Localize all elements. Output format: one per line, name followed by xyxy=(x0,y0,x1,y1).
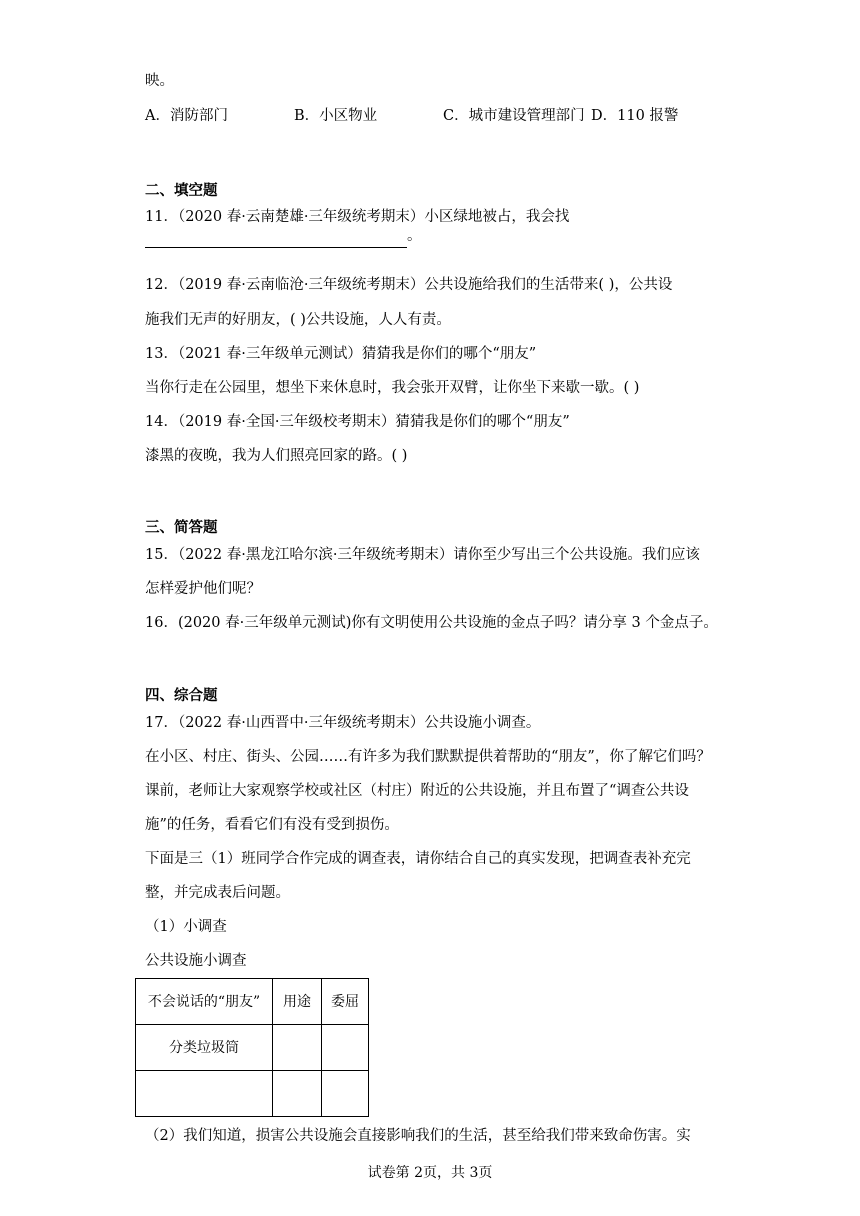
answer-blank-line xyxy=(145,227,407,248)
choice-b: B．小区物业 xyxy=(294,108,378,124)
page-footer: 试卷第 2页，共 3页 xyxy=(367,1165,493,1181)
table-header-cell: 委屈 xyxy=(322,979,369,1025)
table-cell xyxy=(322,1025,369,1071)
choice-c: C．城市建设管理部门 xyxy=(443,108,585,124)
survey-table-title: 公共设施小调查 xyxy=(145,953,247,969)
question-12-line-2: 施我们无声的好朋友，( )公共设施，人人有责。 xyxy=(145,312,451,328)
question-12-line-1: 12．（2019 春·云南临沧·三年级统考期末）公共设施给我们的生活带来( )，公共设 xyxy=(145,277,673,293)
sub-question-1: （1）小调查 xyxy=(145,919,227,935)
question-13-line-2: 当你行走在公园里，想坐下来休息时，我会张开双臂，让你坐下来歇一歇。( ) xyxy=(145,380,640,396)
section-heading-short-answer: 三、简答题 xyxy=(145,519,218,536)
question-17-paragraph-3-line-1: 下面是三（1）班同学合作完成的调查表，请你结合自己的真实发现，把调查表补充完 xyxy=(145,851,691,867)
section-heading-comprehensive: 四、综合题 xyxy=(145,687,218,704)
question-17-paragraph-3-line-2: 整，并完成表后问题。 xyxy=(145,885,290,901)
table-header-cell: 不会说话的“朋友” xyxy=(136,979,273,1025)
question-17: 17．（2022 春·山西晋中·三年级统考期末）公共设施小调查。 xyxy=(145,715,541,731)
table-header-row xyxy=(136,979,369,1025)
question-11: 11．（2020 春·云南楚雄·三年级统考期末）小区绿地被占，我会找 xyxy=(145,209,570,225)
section-heading-fill-blank: 二、填空题 xyxy=(145,182,218,199)
question-13-line-1: 13．（2021 春·三年级单元测试）猜猜我是你们的哪个“朋友” xyxy=(145,346,537,362)
sub-question-2: （2）我们知道，损害公共设施会直接影响我们的生活，甚至给我们带来致命伤害。实 xyxy=(145,1128,691,1144)
table-cell xyxy=(136,1071,273,1117)
question-10-choices xyxy=(145,106,705,126)
table-row xyxy=(136,1025,369,1071)
table-cell: 分类垃圾筒 xyxy=(136,1025,273,1071)
table-cell xyxy=(322,1071,369,1117)
question-17-paragraph-1: 在小区、村庄、街头、公园……有许多为我们默默提供着帮助的“朋友”，你了解它们吗？ xyxy=(145,749,711,765)
table-row xyxy=(136,1071,369,1117)
question-10-continuation: 映。 xyxy=(145,73,174,89)
question-16: 16．(2020 春·三年级单元测试)你有文明使用公共设施的金点子吗？请分享 3 个金点子。 xyxy=(145,615,718,631)
choice-d: D．110 报警 xyxy=(591,108,679,124)
question-14-line-2: 漆黑的夜晚，我为人们照亮回家的路。( ) xyxy=(145,448,408,464)
question-17-paragraph-2-line-2: 施”的任务，看看它们有没有受到损伤。 xyxy=(145,817,399,833)
table-header-cell: 用途 xyxy=(273,979,322,1025)
question-15-line-1: 15．（2022 春·黑龙江哈尔滨·三年级统考期末）请你至少写出三个公共设施。我们应该 xyxy=(145,547,700,563)
survey-table xyxy=(135,978,369,1117)
question-15-line-2: 怎样爱护他们呢？ xyxy=(145,581,261,597)
table-cell xyxy=(273,1025,322,1071)
question-11-end: 。 xyxy=(407,228,422,244)
question-14-line-1: 14．（2019 春·全国·三年级校考期末）猜猜我是你们的哪个“朋友” xyxy=(145,414,570,430)
question-17-paragraph-2-line-1: 课前，老师让大家观察学校或社区（村庄）附近的公共设施，并且布置了“调查公共设 xyxy=(145,783,689,799)
choice-a: A．消防部门 xyxy=(145,108,228,124)
table-cell xyxy=(273,1071,322,1117)
